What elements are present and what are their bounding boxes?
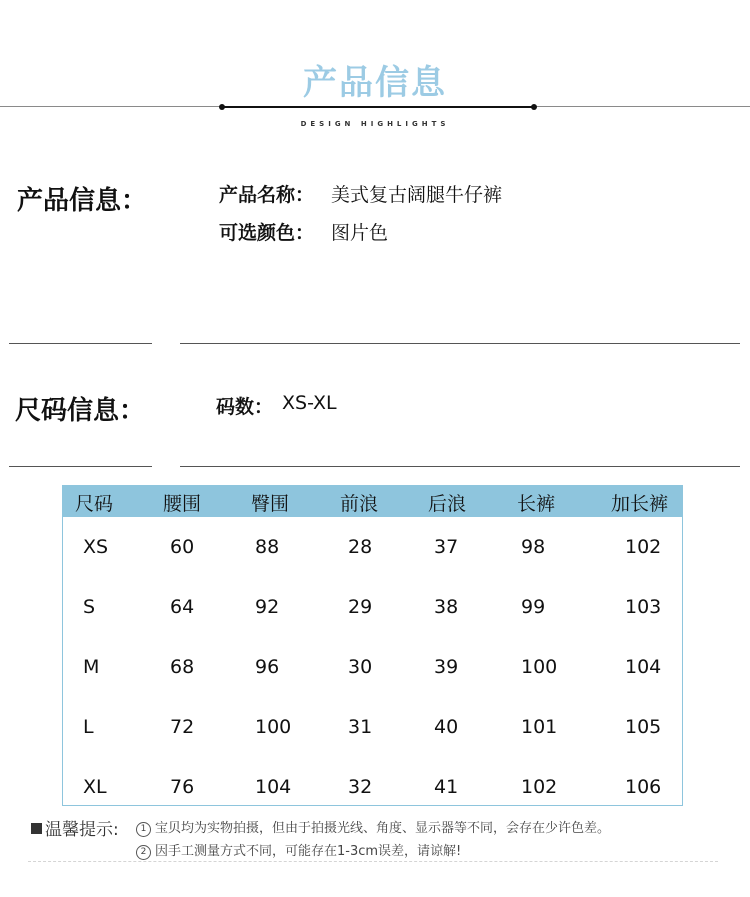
table-cell: XL [83,776,107,798]
footer-dashed-divider [28,861,718,862]
table-cell: 28 [348,536,373,558]
table-cell: 64 [170,596,195,618]
table-cell: 40 [434,716,459,738]
table-cell: 68 [170,656,195,678]
bar-right-dot-icon [531,104,537,110]
table-cell: 98 [521,536,546,558]
table-cell: 102 [625,536,662,558]
table-cell: 38 [434,596,459,618]
table-cell: 31 [348,716,373,738]
tip-item [136,817,610,837]
table-cell: 39 [434,656,459,678]
table-cell: 92 [255,596,280,618]
table-cell: 96 [255,656,280,678]
product-name-label: 产品名称： [219,184,315,206]
header-accent-bar [222,106,535,108]
tips-title-text: 温馨提示: [45,820,119,840]
table-cell: 41 [434,776,459,798]
table-cell: 100 [521,656,558,678]
tip-text: 宝贝均为实物拍摄，但由于拍摄光线、角度、显示器等不同，会存在少许色差。 [155,821,611,836]
color-value: 图片色 [331,222,389,244]
table-cell: XS [83,536,109,558]
tip-text: 因手工测量方式不同，可能存在1-3cm误差，请谅解! [155,844,462,859]
header-cell: 前浪 [340,493,379,515]
square-bullet-icon [31,823,42,834]
table-cell: 37 [434,536,459,558]
header-cell: 腰围 [163,493,202,515]
bar-left-dot-icon [219,104,225,110]
size-info-title: 尺码信息： [15,396,146,426]
table-cell: 105 [625,716,662,738]
table-cell: L [83,716,94,738]
circled-number-icon: 1 [136,822,151,837]
tips-title [31,815,119,840]
header-cell: 臀围 [251,493,290,515]
table-cell: 32 [348,776,373,798]
table-cell: 104 [625,656,662,678]
table-cell: 60 [170,536,195,558]
header-cell: 长裤 [517,493,556,515]
product-info-title: 产品信息： [17,186,148,216]
tip-item [136,840,461,860]
color-label: 可选颜色： [219,222,315,244]
size-range-value: XS-XL [282,392,337,414]
product-name-value: 美式复古阔腿牛仔裤 [331,184,503,206]
section-divider-left-2 [9,466,152,467]
table-cell: 101 [521,716,558,738]
size-range-label: 码数： [216,396,274,418]
section-divider-right [180,343,740,344]
header-title: 产品信息 [303,63,447,103]
table-cell: M [83,656,100,678]
table-cell: 72 [170,716,195,738]
table-cell: 76 [170,776,195,798]
table-cell: 106 [625,776,662,798]
table-cell: 99 [521,596,546,618]
table-cell: S [83,596,96,618]
table-cell: 102 [521,776,558,798]
table-cell: 29 [348,596,373,618]
circled-number-icon: 2 [136,845,151,860]
header-cell: 后浪 [428,493,467,515]
header-cell: 尺码 [75,493,114,515]
section-divider-right-2 [180,466,740,467]
table-header-row [63,485,682,517]
table-cell: 30 [348,656,373,678]
header-cell: 加长裤 [611,493,669,515]
table-cell: 103 [625,596,662,618]
table-cell: 104 [255,776,292,798]
section-divider-left [9,343,152,344]
header-subtitle: DESIGN HIGHLIGHTS [300,120,450,128]
size-table [62,485,683,806]
table-cell: 88 [255,536,280,558]
table-cell: 100 [255,716,292,738]
